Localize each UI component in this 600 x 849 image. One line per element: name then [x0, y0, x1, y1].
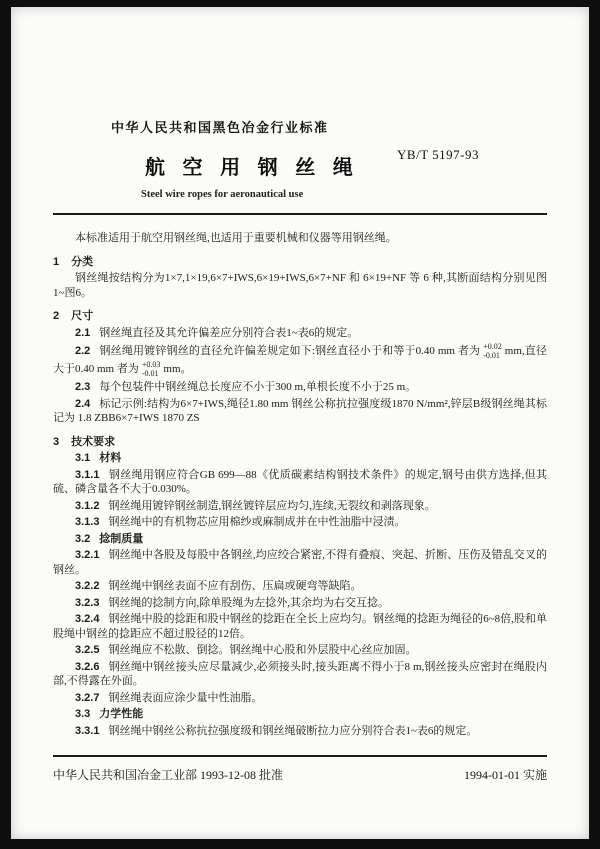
clause-number: 3.2: [75, 532, 91, 545]
document-title: 航 空 用 钢 丝 绳: [145, 157, 359, 179]
clause-number: 2.2: [75, 345, 91, 357]
clause-text: 材料: [99, 452, 122, 464]
clause-number: 3.2.4: [75, 613, 100, 625]
clause-number: 3.1.1: [75, 468, 100, 481]
section-number: 3: [53, 435, 60, 448]
classification-paragraph: 钢丝绳按结构分为1×7,1×19,6×7+IWS,6×19+IWS,6×7+NF 和 6×19+NF 等 6 种,其断面结构分别见图1~图6。: [53, 272, 547, 299]
section-number: 1: [53, 255, 60, 268]
scanned-page: [11, 7, 589, 839]
clause-3-2-4: [53, 612, 547, 641]
clause-text: 钢丝绳中钢丝接头应尽量减少,必须接头时,接头距离不得小于8 m,钢丝接头应密封在绳股内部,不得露在外面。: [53, 660, 547, 687]
section-heading-1: [53, 255, 547, 270]
clause-text: 每个包装件中钢丝绳总长度应不小于300 m,单根长度不小于25 m。: [99, 381, 417, 393]
clause-number: 2.1: [75, 326, 91, 339]
clause-text: 捻制质量: [99, 532, 144, 545]
clause-text: 钢丝绳中钢丝公称抗拉强度级和钢丝绳破断拉力应分别符合表1~表6的规定。: [108, 724, 478, 737]
clause-2-3: [53, 380, 547, 395]
section-title: 分类: [71, 255, 94, 268]
clause-3-1-3: [53, 515, 547, 530]
clause-3-1: [53, 451, 547, 466]
document-header: [53, 7, 547, 200]
clause-text: 钢丝绳的捻制方向,除单股绳为左捻外,其余均为右交互捻。: [108, 596, 389, 609]
clause-number: 3.2.1: [75, 549, 100, 561]
clause-text: 钢丝绳用镀锌钢丝制造,钢丝镀锌层应均匀,连续,无裂纹和剥落现象。: [108, 499, 436, 512]
clause-number: 3.3.1: [75, 724, 100, 737]
clause-number: 3.2.3: [75, 596, 100, 609]
clause-3-2-1: [53, 548, 547, 577]
approval-line: 中华人民共和国冶金工业部 1993-12-08 批准: [53, 768, 283, 782]
clause-number: 3.1.2: [75, 499, 100, 512]
clause-number: 3.1.3: [75, 516, 100, 528]
clause-text: 钢丝绳中各股及每股中各钢丝,均应绞合紧密,不得有叠痕、突起、折断、压伤及错乱交叉的钢丝。: [53, 549, 547, 576]
clause-number: 3.2.6: [75, 660, 100, 673]
clause-3-2-5: [53, 643, 547, 658]
clause-number: 3.2.5: [75, 644, 100, 656]
clause-number: 3.2.7: [75, 691, 100, 704]
clause-number: 2.3: [75, 381, 91, 393]
clause-text: 标记示例:结构为6×7+IWS,绳径1.80 mm 钢丝公称抗拉强度级1870 N/mm²,锌层B级钢丝绳其标记为 1.8 ZBB6×7+IWS 1870 ZS: [53, 397, 547, 424]
section-title: 技术要求: [71, 435, 116, 448]
clause-3-2: [53, 532, 547, 547]
tolerance-upper: +0.02: [483, 342, 502, 351]
tolerance-fraction-1: [483, 342, 502, 360]
standard-number: YB/T 5197-93: [397, 147, 479, 162]
clause-3-3-1: [53, 724, 547, 739]
section-heading-3: [53, 435, 547, 450]
clause-2-2: [53, 342, 547, 378]
clause-3-1-2: [53, 499, 547, 514]
document-body: [53, 215, 547, 738]
clause-number: 3.2.2: [75, 580, 100, 592]
clause-3-2-6: [53, 660, 547, 689]
clause-number: 3.1: [75, 452, 91, 464]
section-number: 2: [53, 310, 60, 322]
tolerance-lower: -0.01: [483, 351, 500, 360]
clause-text: 钢丝绳中钢丝表面不应有刮伤、压扁或硬弯等缺陷。: [108, 580, 362, 592]
clause-number: 3.3: [75, 708, 91, 720]
clause-3-1-1: [53, 468, 547, 497]
clause-text: 钢丝绳用镀锌钢丝的直径允许偏差规定如下:钢丝直径小于和等于0.40 mm 者为: [99, 345, 481, 357]
clause-3-2-2: [53, 579, 547, 594]
clause-text: 钢丝绳用钢应符合GB 699—88《优质碳素结构钢技术条件》的规定,钢号由供方选择,但其硫、磷含量各不大于0.030%。: [53, 468, 547, 495]
clause-text: 钢丝绳直径及其允许偏差应分别符合表1~表6的规定。: [99, 326, 359, 339]
clause-text: mm。: [163, 363, 192, 375]
section-title: 尺寸: [71, 310, 94, 322]
clause-text: 力学性能: [99, 708, 144, 720]
clause-3-3: [53, 707, 547, 722]
clause-text: 钢丝绳应不松散、倒捻。钢丝绳中心股和外层股中心丝应加固。: [108, 644, 417, 656]
clause-3-2-7: [53, 691, 547, 706]
clause-number: 2.4: [75, 397, 91, 410]
section-heading-2: [53, 309, 547, 324]
clause-3-2-3: [53, 596, 547, 611]
document-title-english: Steel wire ropes for aeronautical use: [141, 189, 304, 200]
tolerance-lower: -0.01: [141, 369, 159, 378]
page-content: [11, 7, 589, 839]
clause-text: mm,直径大于0.40 mm 者为: [53, 345, 547, 375]
tolerance-upper: +0.03: [141, 360, 161, 369]
clause-text: 钢丝绳中股的捻距和股中钢丝的捻距在全长上应均匀。钢丝绳的捻距为绳径的6~8倍,股和单股绳中钢丝的捻距应不超过股径的12倍。: [53, 613, 547, 640]
clause-2-4: [53, 397, 547, 426]
effective-date-line: 1994-01-01 实施: [464, 768, 547, 782]
standard-org-line: 中华人民共和国黑色冶金行业标准: [111, 120, 329, 135]
tolerance-fraction-2: [142, 360, 161, 378]
document-footer: [53, 755, 547, 783]
clause-2-1: [53, 326, 547, 341]
clause-text: 钢丝绳表面应涂少量中性油脂。: [108, 691, 263, 704]
intro-paragraph: 本标准适用于航空用钢丝绳,也适用于重要机械和仪器等用钢丝绳。: [75, 232, 397, 244]
clause-text: 钢丝绳中的有机物芯应用棉纱或麻制成并在中性油脂中浸渍。: [108, 516, 406, 528]
